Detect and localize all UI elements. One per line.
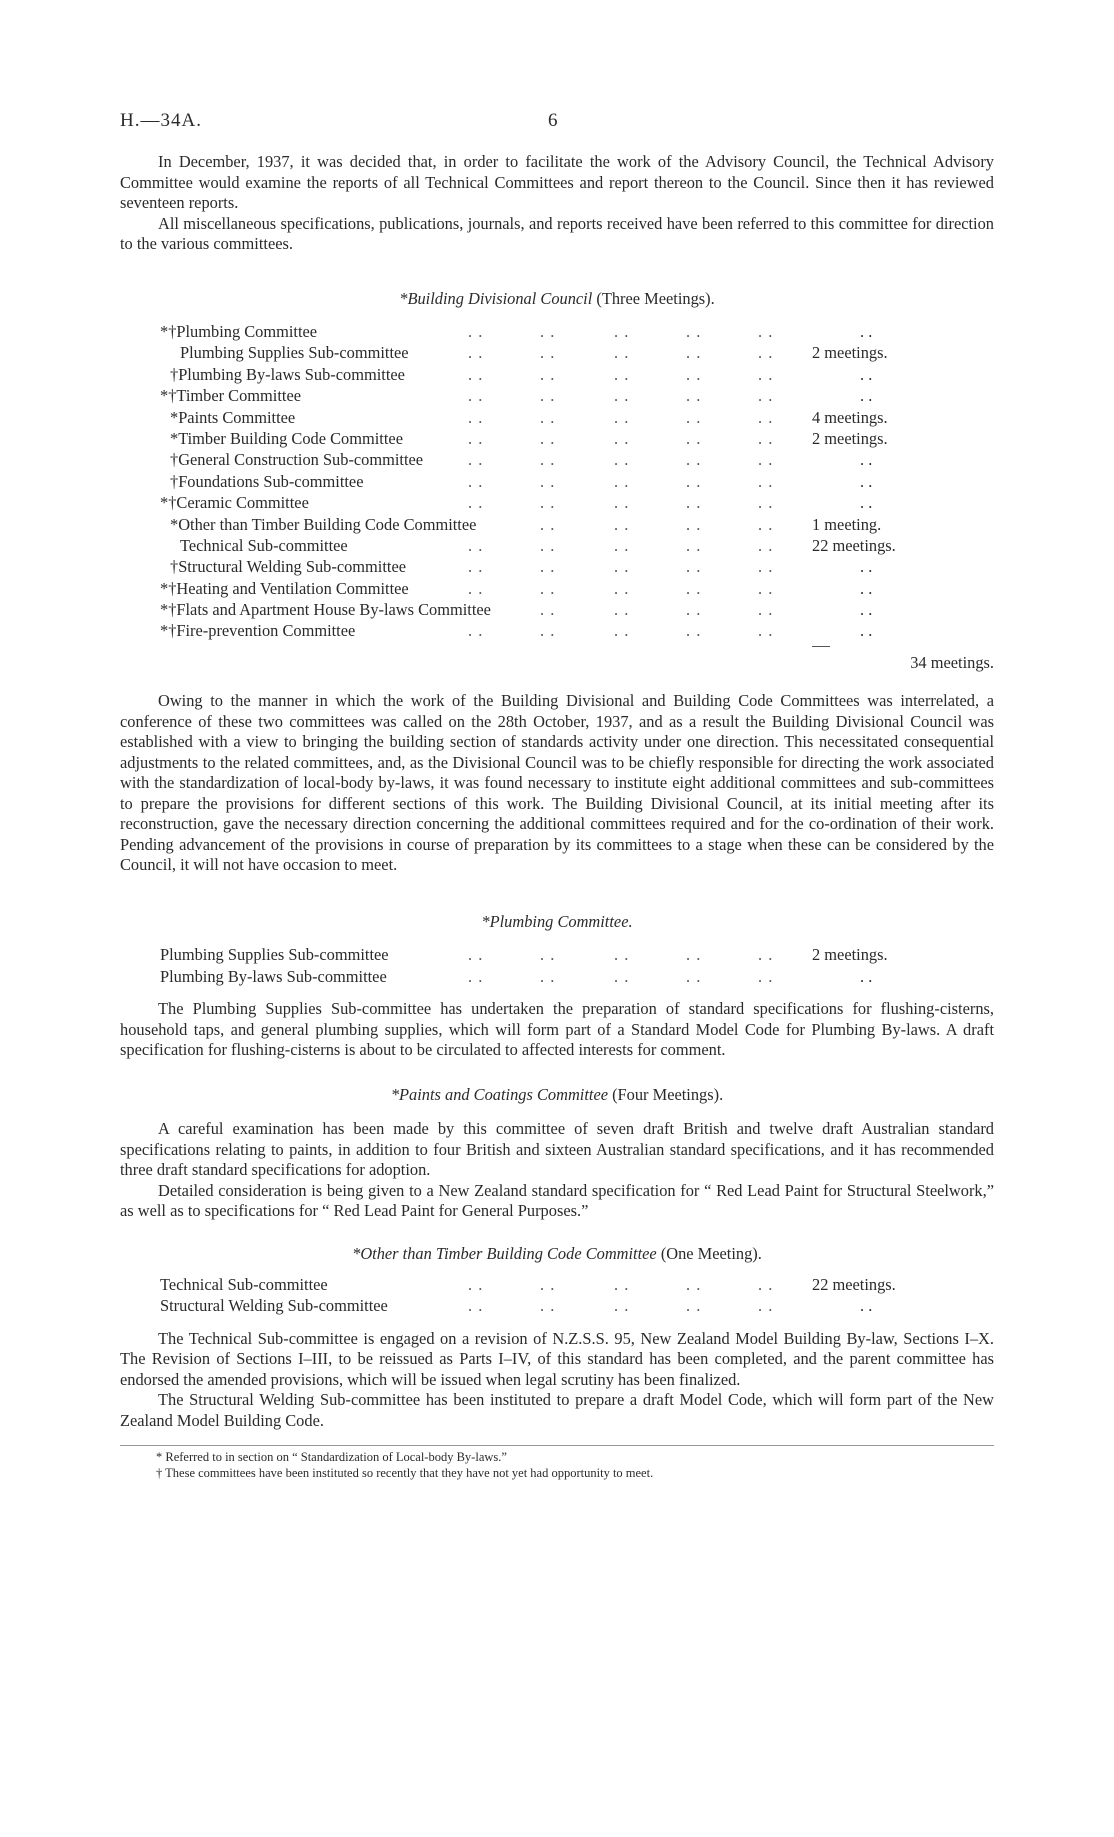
- other-paragraph-1: The Technical Sub-committee is engaged on a revision of N.Z.S.S. 95, New Zealand Model Building By-law, Sections I–X. The Revision of Sections I–III, to be reissued as Parts I–IV, of this standard has been completed, and the parent committee has endorsed the amended provisions, which will be issued when legal scrutiny has been finalized.: [120, 1328, 994, 1389]
- meeting-count: 22 meetings.: [812, 535, 896, 555]
- committee-label: *Paints Committee: [170, 407, 296, 427]
- leader-dots: . .: [540, 535, 556, 555]
- leader-dots: . .: [686, 557, 702, 577]
- leader-dots: . .: [468, 1275, 484, 1295]
- committee-label: Plumbing Supplies Sub-committee: [180, 343, 409, 363]
- leader-dots: . .: [614, 600, 630, 620]
- leader-dots: . .: [614, 450, 630, 470]
- leader-dots: . .: [686, 535, 702, 555]
- leader-dots: . .: [540, 1275, 556, 1295]
- building-council-title: *Building Divisional Council: [399, 288, 593, 308]
- plumbing-heading: [120, 912, 994, 933]
- committee-label: Technical Sub-committee: [180, 535, 348, 555]
- leader-dots: . .: [614, 514, 630, 534]
- leader-dots: . .: [468, 386, 484, 406]
- leader-dots: . .: [468, 407, 484, 427]
- leader-dots: . .: [468, 578, 484, 598]
- leader-dots: . .: [468, 557, 484, 577]
- committee-label: †Foundations Sub-committee: [170, 471, 364, 491]
- meeting-count: . .: [860, 322, 873, 341]
- other-title: *Other than Timber Building Code Committee: [352, 1243, 657, 1263]
- committee-label: †Structural Welding Sub-committee: [170, 557, 406, 577]
- leader-dots: . .: [686, 1275, 702, 1295]
- list-item: [120, 471, 994, 492]
- page-number: 6: [548, 110, 559, 131]
- leader-dots: . .: [540, 557, 556, 577]
- list-item: [120, 578, 994, 599]
- list-item: [120, 321, 994, 342]
- total-rule: [120, 642, 994, 652]
- leader-dots: . .: [686, 578, 702, 598]
- leader-dots: . .: [758, 966, 774, 986]
- leader-dots: . .: [614, 557, 630, 577]
- list-item: [120, 1295, 994, 1316]
- leader-dots: . .: [686, 1296, 702, 1316]
- building-paragraph: Owing to the manner in which the work of the Building Divisional and Building Code Committees was interrelated, a conference of these two committees was called on the 28th October, 1937, and as a result the Building Divisional Council was established with a view to bringing the building section of standards activity under one direction. This necessitated consequential adjustments to the related committees, and, as the Divisional Council was to be chiefly responsible for directing the work associated with the standardization of local-body by-laws, it was found necessary to institute eight additional committees and sub-committees to prepare the provisions for different sections of this work. The Building Divisional Council, at its initial meeting after its reconstruction, gave the necessary direction concerning the additional committees required and for the co-ordination of their work. Pending advancement of the provisions in course of preparation by its committees to a stage when these can be considered by the Council, it will not have occasion to meet.: [120, 691, 994, 875]
- leader-dots: . .: [540, 407, 556, 427]
- leader-dots: . .: [614, 471, 630, 491]
- leader-dots: . .: [614, 407, 630, 427]
- committee-label: Structural Welding Sub-committee: [160, 1296, 388, 1316]
- leader-dots: . .: [540, 1296, 556, 1316]
- building-council-meetings: (Three Meetings).: [592, 288, 715, 308]
- leader-dots: . .: [758, 450, 774, 470]
- list-item: [120, 944, 994, 965]
- leader-dots: . .: [686, 343, 702, 363]
- leader-dots: . .: [758, 471, 774, 491]
- leader-dots: . .: [468, 945, 484, 965]
- building-committee-list: [120, 321, 994, 642]
- building-council-heading: [120, 289, 994, 310]
- meeting-count: . .: [860, 600, 873, 620]
- list-item: [120, 364, 994, 385]
- list-item: [120, 556, 994, 577]
- leader-dots: . .: [614, 493, 630, 513]
- leader-dots: . .: [758, 493, 774, 513]
- paints-title: *Paints and Coatings Committee: [390, 1084, 608, 1104]
- leader-dots: . .: [614, 322, 630, 341]
- leader-dots: . .: [614, 1275, 630, 1295]
- meeting-count: . .: [860, 1296, 873, 1316]
- paints-paragraph-2: Detailed consideration is being given to a New Zealand standard specification for “ Red Lead Paint for Structural Steelwork,” as well as to specifications for “ Red Lead Paint for General Purposes.”: [120, 1180, 994, 1221]
- leader-dots: . .: [468, 428, 484, 448]
- leader-dots: . .: [614, 343, 630, 363]
- leader-dots: . .: [540, 471, 556, 491]
- leader-dots: . .: [540, 386, 556, 406]
- intro-paragraph-2: All miscellaneous specifications, publications, journals, and reports received have been referred to this committee for direction to the various committees.: [120, 213, 994, 253]
- leader-dots: . .: [540, 493, 556, 513]
- list-item: [120, 966, 994, 987]
- leader-dots: . .: [686, 322, 702, 341]
- page-header: [120, 110, 994, 140]
- list-item: [120, 514, 994, 535]
- committee-label: *†Ceramic Committee: [160, 493, 309, 513]
- leader-dots: . .: [468, 535, 484, 555]
- list-item: [120, 428, 994, 449]
- committee-label: *Timber Building Code Committee: [170, 428, 403, 448]
- leader-dots: . .: [468, 966, 484, 986]
- leader-dots: . .: [468, 450, 484, 470]
- leader-dots: . .: [540, 600, 556, 620]
- document-code: H.—34A.: [120, 110, 202, 131]
- footnote-2: † These committees have been instituted so recently that they have not yet had opportunity to meet.: [156, 1465, 654, 1480]
- committee-label: Technical Sub-committee: [160, 1275, 328, 1295]
- leader-dots: . .: [540, 945, 556, 965]
- leader-dots: . .: [758, 535, 774, 555]
- leader-dots: . .: [686, 621, 702, 641]
- building-total-row: [120, 652, 994, 673]
- meeting-count: 1 meeting.: [812, 514, 882, 534]
- leader-dots: . .: [468, 364, 484, 384]
- plumbing-paragraph: The Plumbing Supplies Sub-committee has undertaken the preparation of standard specifications for flushing-cisterns, household taps, and general plumbing supplies, which will form part of a Standard Model Code for Plumbing By-laws. A draft specification for flushing-cisterns is about to be circulated to affected interests for comment.: [120, 999, 994, 1060]
- meeting-count: 22 meetings.: [812, 1275, 896, 1295]
- plumbing-committee-list: [120, 944, 994, 987]
- leader-dots: . .: [468, 322, 484, 341]
- plumbing-title: *Plumbing Committee.: [481, 911, 633, 931]
- list-item: [120, 599, 994, 620]
- list-item: [120, 535, 994, 556]
- meeting-count: . .: [860, 621, 873, 641]
- leader-dots: . .: [540, 343, 556, 363]
- leader-dots: . .: [758, 945, 774, 965]
- list-item: [120, 342, 994, 363]
- meeting-count: 2 meetings.: [812, 343, 888, 363]
- meeting-count: . .: [860, 557, 873, 577]
- committee-label: *†Flats and Apartment House By-laws Committee: [160, 600, 491, 620]
- leader-dots: . .: [540, 514, 556, 534]
- intro-paragraph-1: In December, 1937, it was decided that, in order to facilitate the work of the Advisory Council, the Technical Advisory Committee would examine the reports of all Technical Committees and report thereon to the Council. Since then it has reviewed seventeen reports.: [120, 152, 994, 212]
- committee-label: *Other than Timber Building Code Committee: [170, 514, 477, 534]
- leader-dots: . .: [686, 966, 702, 986]
- leader-dots: . .: [686, 600, 702, 620]
- committee-label: †General Construction Sub-committee: [170, 450, 424, 470]
- paints-heading: [120, 1085, 994, 1106]
- meeting-count: . .: [860, 578, 873, 598]
- leader-dots: . .: [468, 621, 484, 641]
- leader-dots: . .: [540, 428, 556, 448]
- leader-dots: . .: [758, 578, 774, 598]
- leader-dots: . .: [686, 945, 702, 965]
- leader-dots: . .: [758, 322, 774, 341]
- leader-dots: . .: [540, 578, 556, 598]
- leader-dots: . .: [614, 945, 630, 965]
- committee-label: Plumbing Supplies Sub-committee: [160, 945, 389, 965]
- list-item: [120, 449, 994, 470]
- leader-dots: . .: [468, 343, 484, 363]
- leader-dots: . .: [758, 386, 774, 406]
- leader-dots: . .: [758, 1296, 774, 1316]
- leader-dots: . .: [758, 1275, 774, 1295]
- meeting-count: . .: [860, 471, 873, 491]
- leader-dots: . .: [758, 428, 774, 448]
- list-item: [120, 620, 994, 641]
- leader-dots: . .: [686, 386, 702, 406]
- meeting-count: . .: [860, 364, 873, 384]
- list-item: [120, 407, 994, 428]
- leader-dots: . .: [540, 364, 556, 384]
- committee-label: *†Plumbing Committee: [160, 322, 318, 341]
- leader-dots: . .: [614, 535, 630, 555]
- leader-dots: . .: [614, 364, 630, 384]
- meeting-count: . .: [860, 966, 873, 986]
- other-committee-list: [120, 1274, 994, 1317]
- other-paragraph-2: The Structural Welding Sub-committee has been instituted to prepare a draft Model Code, which will form part of the New Zealand Model Building Code.: [120, 1390, 994, 1430]
- leader-dots: . .: [540, 966, 556, 986]
- leader-dots: . .: [686, 407, 702, 427]
- meeting-count: . .: [860, 386, 873, 406]
- meeting-count: . .: [860, 493, 873, 513]
- leader-dots: . .: [540, 450, 556, 470]
- footnote-1: * Referred to in section on “ Standardization of Local-body By-laws.”: [156, 1450, 507, 1465]
- meeting-count: . .: [860, 450, 873, 470]
- paints-paragraph-1: A careful examination has been made by this committee of seven draft British and twelve draft Australian standard specifications relating to paints, in addition to four British and sixteen Australian standard specifications, and it has recommended three draft standard specifications for adoption.: [120, 1119, 994, 1180]
- leader-dots: . .: [686, 450, 702, 470]
- meeting-count: 2 meetings.: [812, 945, 888, 965]
- leader-dots: . .: [614, 578, 630, 598]
- other-heading: [120, 1244, 994, 1265]
- committee-label: †Plumbing By-laws Sub-committee: [170, 364, 405, 384]
- leader-dots: . .: [468, 1296, 484, 1316]
- leader-dots: . .: [758, 407, 774, 427]
- leader-dots: . .: [758, 600, 774, 620]
- document-page: [120, 110, 994, 1481]
- leader-dots: . .: [686, 514, 702, 534]
- leader-dots: . .: [758, 557, 774, 577]
- leader-dots: . .: [686, 493, 702, 513]
- meeting-count: 4 meetings.: [812, 407, 888, 427]
- leader-dots: . .: [686, 364, 702, 384]
- leader-dots: . .: [540, 322, 556, 341]
- committee-label: *†Heating and Ventilation Committee: [160, 578, 409, 598]
- leader-dots: . .: [758, 364, 774, 384]
- leader-dots: . .: [468, 471, 484, 491]
- leader-dots: . .: [614, 428, 630, 448]
- leader-dots: . .: [758, 343, 774, 363]
- list-item: [120, 492, 994, 513]
- committee-label: Plumbing By-laws Sub-committee: [160, 966, 387, 986]
- leader-dots: . .: [468, 493, 484, 513]
- footnote-rule: [120, 1445, 994, 1446]
- paints-meetings: (Four Meetings).: [608, 1084, 724, 1104]
- committee-label: *†Fire-prevention Committee: [160, 621, 356, 641]
- other-meetings: (One Meeting).: [656, 1243, 762, 1263]
- list-item: [120, 1274, 994, 1295]
- list-item: [120, 385, 994, 406]
- meeting-count: 2 meetings.: [812, 428, 888, 448]
- leader-dots: . .: [540, 621, 556, 641]
- leader-dots: . .: [686, 471, 702, 491]
- leader-dots: . .: [686, 428, 702, 448]
- building-total: 34 meetings.: [910, 652, 994, 672]
- committee-label: *†Timber Committee: [160, 386, 301, 406]
- leader-dots: . .: [614, 621, 630, 641]
- leader-dots: . .: [758, 621, 774, 641]
- leader-dots: . .: [614, 386, 630, 406]
- leader-dots: . .: [758, 514, 774, 534]
- leader-dots: . .: [614, 1296, 630, 1316]
- leader-dots: . .: [614, 966, 630, 986]
